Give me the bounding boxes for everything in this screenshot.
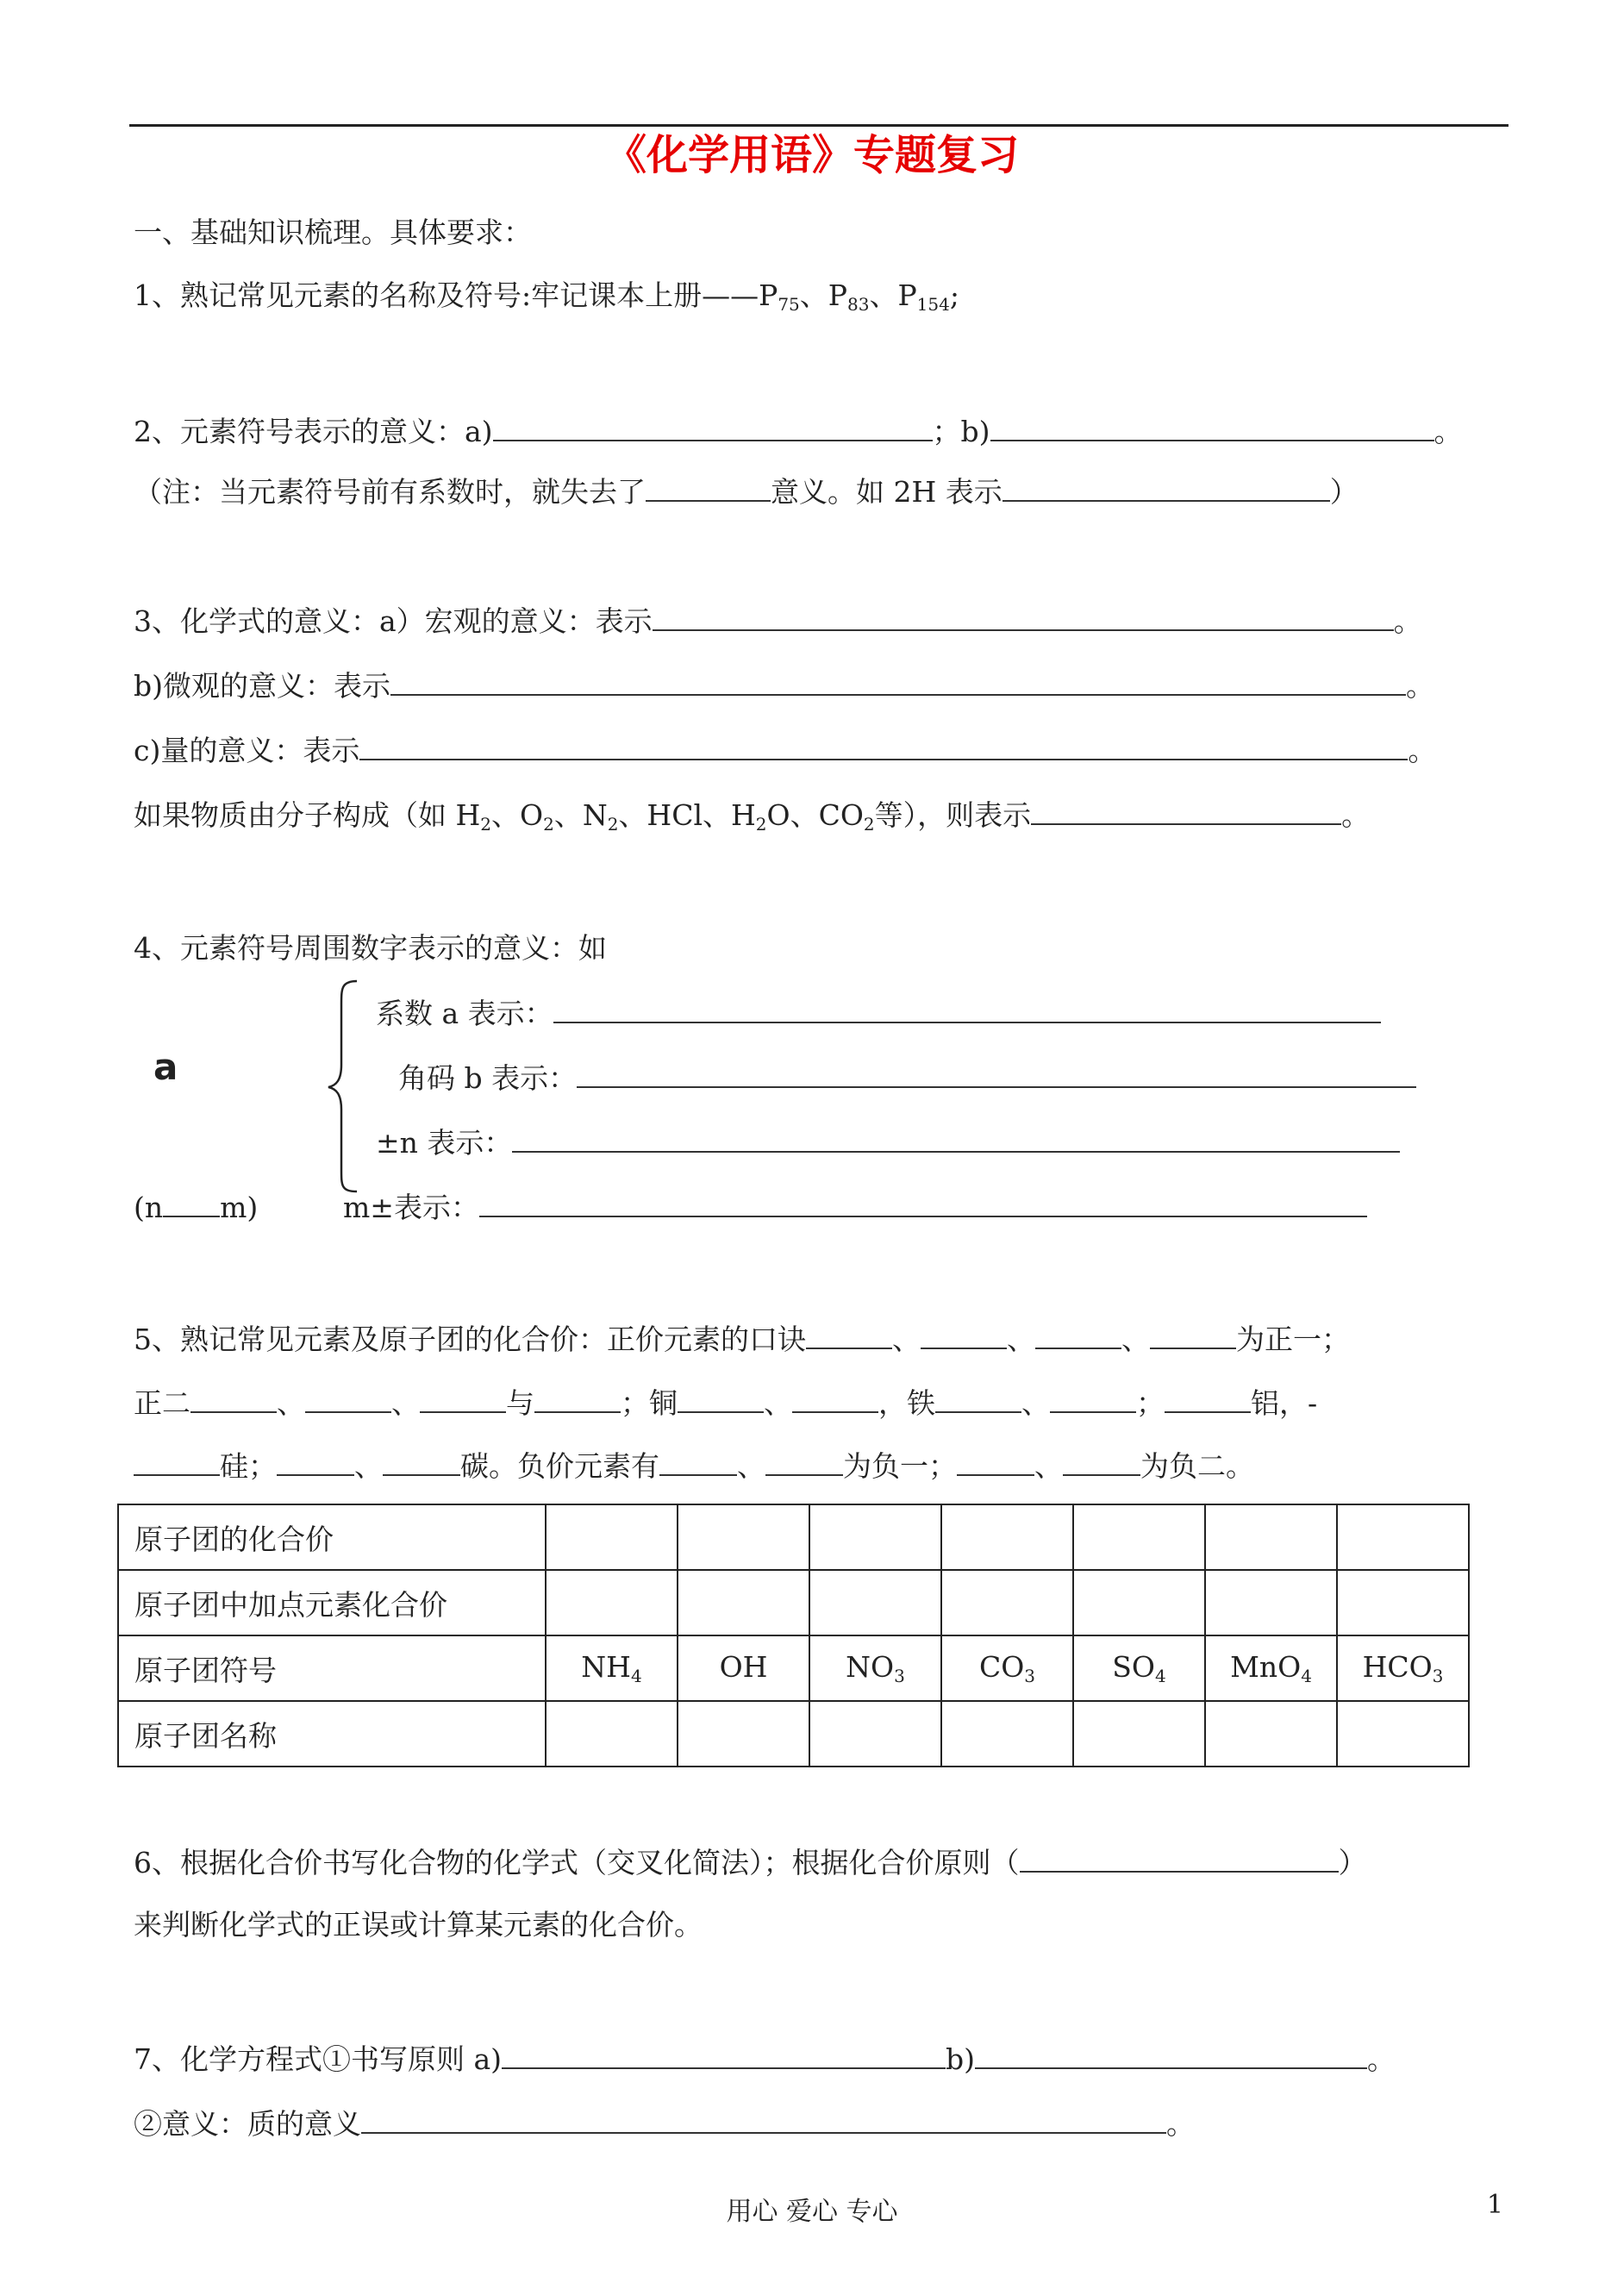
q4-r2-label: 角码 b 表示： xyxy=(398,1061,578,1095)
symbol-base: MnO xyxy=(1230,1650,1302,1684)
table-row xyxy=(118,1701,1469,1767)
q5-comma: 、 xyxy=(277,1386,305,1420)
q2-note-c: ） xyxy=(1329,475,1359,509)
symbol-sub: 4 xyxy=(1301,1666,1312,1686)
q3-blank-b[interactable] xyxy=(390,668,1406,696)
row-label: 原子团的化合价 xyxy=(118,1504,546,1570)
q4-r2-blank[interactable] xyxy=(577,1060,1416,1088)
q3-sub-o: 2 xyxy=(543,814,554,835)
table-cell[interactable] xyxy=(1073,1701,1205,1767)
q7-blank-a[interactable] xyxy=(502,2042,946,2069)
q4-r3-blank[interactable] xyxy=(512,1125,1400,1153)
q3-sub-co: 2 xyxy=(863,814,875,835)
q4-nm-left: (n xyxy=(134,1191,164,1224)
q1-sub-1: 75 xyxy=(778,294,800,315)
q5-blank[interactable] xyxy=(765,1448,843,1476)
q5-comma: 、 xyxy=(892,1323,921,1356)
element-symbol: a xyxy=(153,1046,178,1088)
q5-blank[interactable] xyxy=(1150,1322,1236,1349)
radical-symbol xyxy=(1073,1635,1205,1701)
q5-comma: 、 xyxy=(1021,1386,1050,1420)
question-3c xyxy=(134,733,1436,768)
question-5-line-1 xyxy=(134,1322,1350,1357)
symbol-sub: 3 xyxy=(894,1666,905,1686)
q2-mid: ；b) xyxy=(932,415,990,448)
row-label: 原子团符号 xyxy=(118,1635,546,1701)
question-7b xyxy=(134,2106,1195,2142)
q5-blank[interactable] xyxy=(383,1448,460,1476)
table-cell[interactable] xyxy=(1337,1570,1469,1635)
q5-l2c: ，铁 xyxy=(878,1386,935,1420)
q5-blank[interactable] xyxy=(191,1385,277,1413)
table-cell[interactable] xyxy=(809,1504,941,1570)
symbol-base: HCO xyxy=(1362,1650,1433,1684)
q1-sep-2: 、P xyxy=(869,278,917,312)
page-number: 1 xyxy=(1486,2190,1503,2220)
table-cell[interactable] xyxy=(546,1504,678,1570)
q4-r1-blank[interactable] xyxy=(553,996,1381,1023)
q3-sub-h: 2 xyxy=(480,814,492,835)
question-6 xyxy=(134,1845,1367,1880)
radical-symbol xyxy=(941,1635,1073,1701)
q7-b: b) xyxy=(946,2042,976,2076)
q5-comma: 、 xyxy=(737,1449,765,1483)
q3-a: 3、化学式的意义：a）宏观的意义：表示 xyxy=(134,604,653,638)
symbol-sub: 3 xyxy=(1432,1666,1444,1686)
table-cell[interactable] xyxy=(1073,1504,1205,1570)
q5-comma: 、 xyxy=(1007,1323,1035,1356)
q5-and: 与 xyxy=(506,1386,534,1420)
table-row xyxy=(118,1570,1469,1635)
q3-b: b)微观的意义：表示 xyxy=(134,669,390,703)
table-cell[interactable] xyxy=(1205,1701,1337,1767)
table-row xyxy=(118,1635,1469,1701)
table-cell[interactable] xyxy=(1205,1504,1337,1570)
table-cell[interactable] xyxy=(678,1570,809,1635)
q5-blank[interactable] xyxy=(420,1385,506,1413)
q3-sub-n: 2 xyxy=(607,814,619,835)
table-cell[interactable] xyxy=(941,1504,1073,1570)
q5-blank[interactable] xyxy=(1063,1448,1140,1476)
radical-symbol xyxy=(678,1635,809,1701)
question-3a xyxy=(134,603,1422,639)
q5-l3a: 硅； xyxy=(220,1449,277,1483)
q4-nm-blank[interactable] xyxy=(163,1190,220,1217)
q3-a-end: 。 xyxy=(1393,604,1422,638)
q5-blank[interactable] xyxy=(1035,1322,1121,1349)
q4-r4-label: m±表示： xyxy=(343,1191,479,1224)
q2-blank-b[interactable] xyxy=(990,414,1434,441)
question-1 xyxy=(134,278,959,322)
q5-comma: 、 xyxy=(1034,1449,1063,1483)
question-3d xyxy=(134,797,1370,841)
q4-row-charge xyxy=(376,1125,1400,1160)
q2-note-b: 意义。如 2H 表示 xyxy=(771,475,1003,509)
q5-blank[interactable] xyxy=(678,1385,764,1413)
q3-d2: 、O xyxy=(491,798,544,832)
footer-slogan: 用心 爱心 专心 xyxy=(726,2197,898,2227)
symbol-sub: 3 xyxy=(1024,1666,1036,1686)
q7-c-end: 。 xyxy=(1166,2107,1195,2141)
q7-a: 7、化学方程式①书写原则 a) xyxy=(134,2042,503,2076)
q5-blank[interactable] xyxy=(921,1322,1007,1349)
q3-d4: 、HCl、H xyxy=(618,798,756,832)
q5-l3c: 为负一； xyxy=(843,1449,957,1483)
row-label: 原子团中加点元素化合价 xyxy=(118,1570,546,1635)
q5-blank[interactable] xyxy=(659,1448,737,1476)
q5-l3b: 碳。负价元素有 xyxy=(460,1449,659,1483)
q3-blank-d[interactable] xyxy=(1031,797,1341,825)
q5-comma: 、 xyxy=(1121,1323,1150,1356)
q4-nm-right: m) xyxy=(220,1191,259,1224)
table-cell[interactable] xyxy=(809,1570,941,1635)
symbol-base: CO xyxy=(978,1650,1025,1684)
table-cell[interactable] xyxy=(1337,1504,1469,1570)
q5-l3d: 为负二。 xyxy=(1140,1449,1254,1483)
table-cell[interactable] xyxy=(546,1701,678,1767)
q7-blank-c[interactable] xyxy=(361,2106,1166,2134)
q2-end: 。 xyxy=(1433,415,1463,448)
radical-symbol xyxy=(546,1635,678,1701)
q5-comma: 、 xyxy=(391,1386,420,1420)
q2-note-a: （注：当元素符号前有系数时，就失去了 xyxy=(134,475,646,509)
q7-end: 。 xyxy=(1367,2042,1396,2076)
q2-note-blank-1[interactable] xyxy=(646,474,771,502)
table-cell[interactable] xyxy=(1205,1570,1337,1635)
q1-sub-3: 154 xyxy=(916,294,950,315)
symbol-base: NO xyxy=(846,1650,895,1684)
q1-end: ; xyxy=(949,278,959,312)
q7-blank-b[interactable] xyxy=(975,2042,1367,2069)
question-4: 4、元素符号周围数字表示的意义：如 xyxy=(134,931,607,965)
q3-d6: 等），则表示 xyxy=(874,798,1032,832)
q5-l2d: ； xyxy=(1136,1386,1165,1420)
q5-l2b: ；铜 xyxy=(621,1386,678,1420)
q3-d3: 、N xyxy=(553,798,608,832)
q1-sep-1: 、P xyxy=(799,278,847,312)
q3-d5: O、CO xyxy=(766,798,864,832)
question-6b: 来判断化学式的正误或计算某元素的化合价。 xyxy=(134,1908,703,1942)
q2-blank-a[interactable] xyxy=(493,414,933,441)
symbol-base: NH xyxy=(581,1650,631,1684)
q5-blank[interactable] xyxy=(1050,1385,1136,1413)
q3-b-end: 。 xyxy=(1406,669,1434,703)
q4-r4-blank[interactable] xyxy=(479,1190,1367,1217)
brace-icon xyxy=(326,979,360,1194)
table-cell[interactable] xyxy=(678,1701,809,1767)
question-2 xyxy=(134,414,1463,449)
symbol-sub: 4 xyxy=(1154,1666,1166,1686)
q6-a-end: ） xyxy=(1338,1846,1367,1879)
question-5-line-3 xyxy=(134,1448,1254,1484)
q5-comma: 、 xyxy=(764,1386,792,1420)
q5-blank[interactable] xyxy=(935,1385,1021,1413)
radical-table xyxy=(117,1504,1470,1767)
q3-sub-h2o: 2 xyxy=(755,814,767,835)
radical-symbol xyxy=(809,1635,941,1701)
q5-blank[interactable] xyxy=(305,1385,391,1413)
radical-symbol xyxy=(1205,1635,1337,1701)
q3-d1: 如果物质由分子构成（如 H xyxy=(134,798,481,832)
row-label: 原子团名称 xyxy=(118,1701,546,1767)
table-cell[interactable] xyxy=(941,1570,1073,1635)
symbol-base: SO xyxy=(1112,1650,1155,1684)
question-7 xyxy=(134,2042,1396,2077)
q5-l1a: 5、熟记常见元素及原子团的化合价：正价元素的口诀 xyxy=(134,1323,806,1356)
q4-r1-label: 系数 a 表示： xyxy=(376,997,553,1030)
q4-row-valence-label xyxy=(343,1190,1367,1225)
header-rule xyxy=(129,124,1508,127)
table-cell[interactable] xyxy=(809,1701,941,1767)
question-2-note xyxy=(134,474,1359,510)
q5-blank[interactable] xyxy=(957,1448,1034,1476)
q3-c: c)量的意义：表示 xyxy=(134,734,360,767)
symbol-sub: 4 xyxy=(630,1666,642,1686)
table-cell[interactable] xyxy=(1073,1570,1205,1635)
question-5-line-2 xyxy=(134,1385,1317,1421)
q3-blank-c[interactable] xyxy=(359,733,1408,760)
symbol-base: OH xyxy=(719,1650,768,1684)
question-3b xyxy=(134,668,1434,704)
q7-c: ②意义：质的意义 xyxy=(134,2107,361,2141)
table-cell[interactable] xyxy=(941,1701,1073,1767)
q2-text: 2、元素符号表示的意义：a) xyxy=(134,415,493,448)
q5-l1-end: 为正一； xyxy=(1236,1323,1350,1356)
q6-a: 6、根据化合价书写化合物的化学式（交叉化简法）；根据化合价原则（ xyxy=(134,1846,1020,1879)
q5-blank[interactable] xyxy=(134,1448,220,1476)
q4-row-coefficient xyxy=(376,996,1381,1031)
q4-r3-label: ±n 表示： xyxy=(376,1126,513,1160)
q5-blank[interactable] xyxy=(534,1385,621,1413)
page-title: 《化学用语》专题复习 xyxy=(604,131,1019,179)
q3-blank-a[interactable] xyxy=(653,603,1394,631)
q3-c-end: 。 xyxy=(1408,734,1437,767)
q5-blank[interactable] xyxy=(806,1322,892,1349)
section-heading: 一、基础知识梳理。具体要求： xyxy=(134,216,532,249)
q1-sub-2: 83 xyxy=(847,294,870,315)
q1-text: 1、熟记常见元素的名称及符号:牢记课本上册——P xyxy=(134,278,778,312)
table-cell[interactable] xyxy=(678,1504,809,1570)
q5-l2a: 正二 xyxy=(134,1386,191,1420)
q3-d-end: 。 xyxy=(1341,798,1371,832)
q5-blank[interactable] xyxy=(1165,1385,1251,1413)
table-cell[interactable] xyxy=(1337,1701,1469,1767)
q4-row-subscript xyxy=(398,1060,1416,1096)
q5-blank[interactable] xyxy=(792,1385,878,1413)
q4-row-valence xyxy=(134,1190,258,1225)
q2-note-blank-2[interactable] xyxy=(1003,474,1330,502)
q6-blank[interactable] xyxy=(1020,1845,1339,1873)
table-cell[interactable] xyxy=(546,1570,678,1635)
table-row xyxy=(118,1504,1469,1570)
radical-symbol xyxy=(1337,1635,1469,1701)
q5-blank[interactable] xyxy=(277,1448,354,1476)
q5-l2e: 铝，- xyxy=(1251,1386,1318,1420)
q5-comma: 、 xyxy=(354,1449,383,1483)
